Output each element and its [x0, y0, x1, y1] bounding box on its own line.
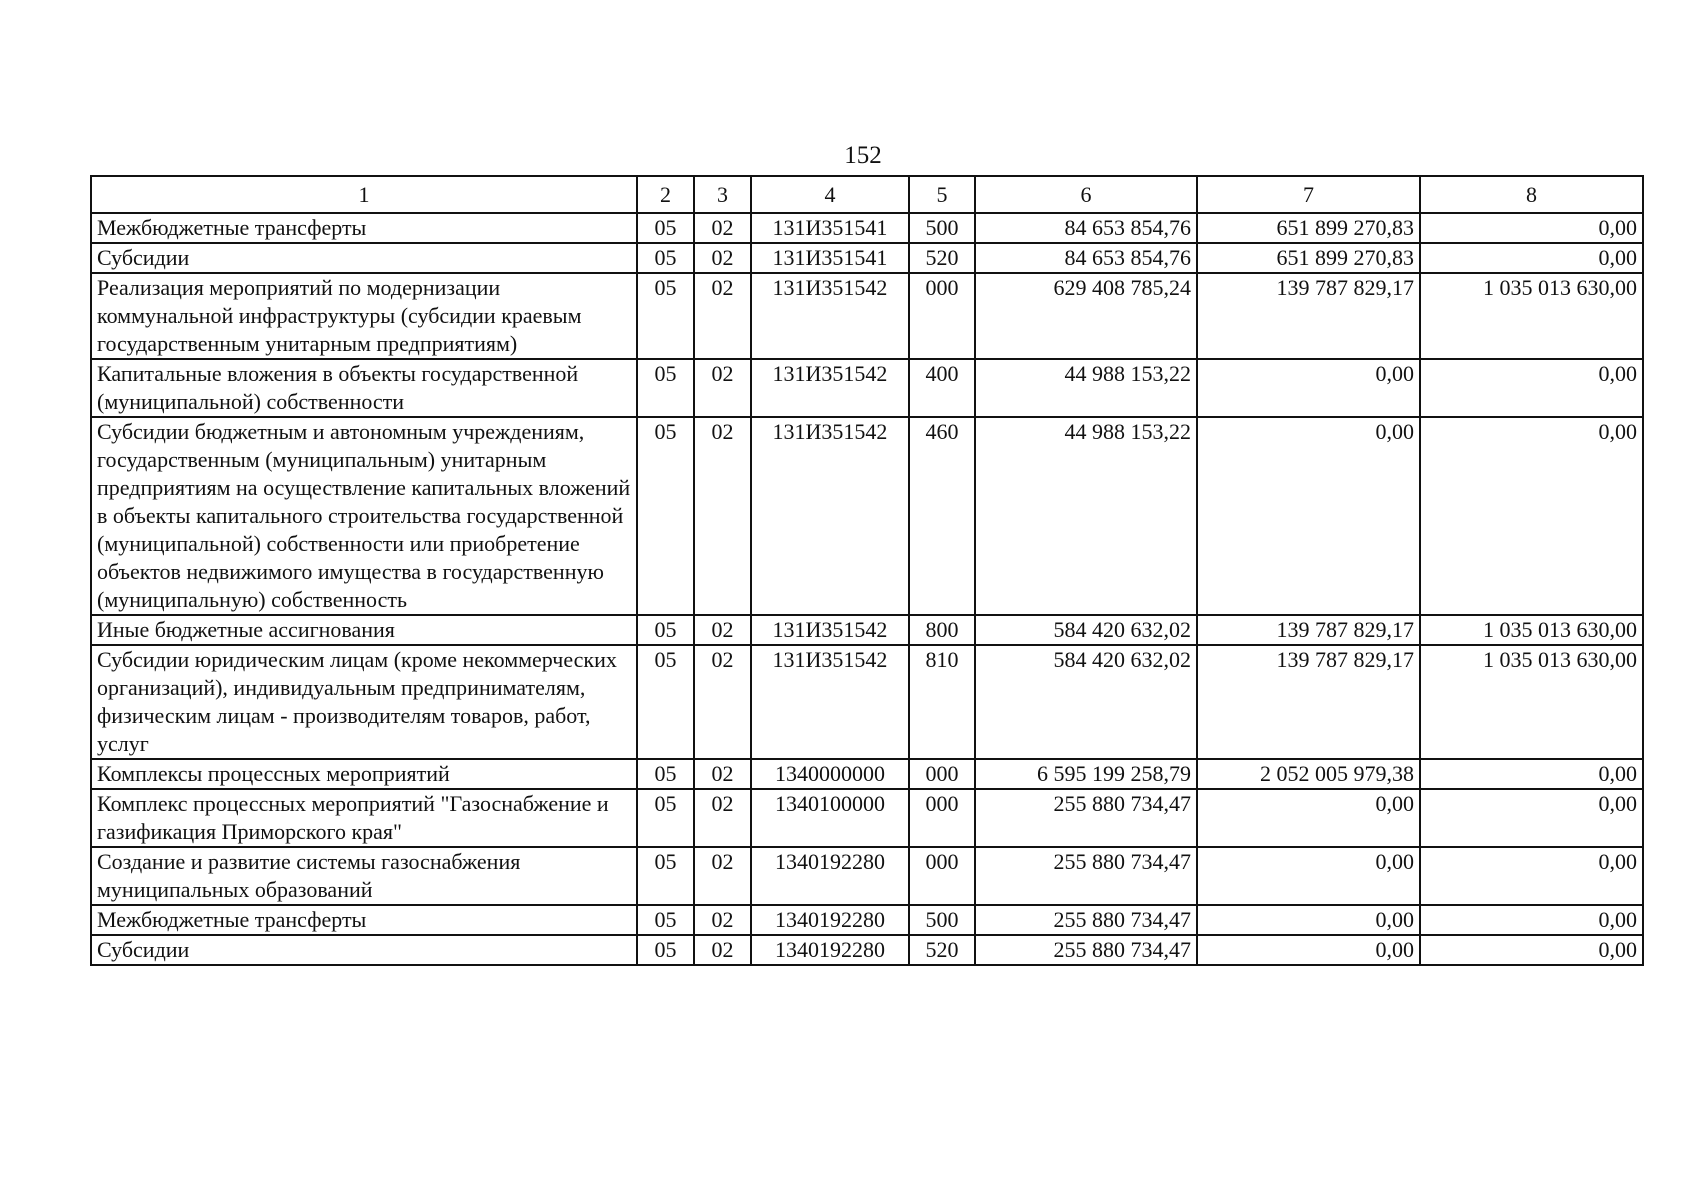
row-name: Комплекс процессных мероприятий "Газоснабжение и газификация Приморского края": [91, 789, 637, 847]
target-article-code: 131И351542: [751, 615, 909, 645]
row-name: Капитальные вложения в объекты государственной (муниципальной) собственности: [91, 359, 637, 417]
amount-col7: 651 899 270,83: [1197, 243, 1420, 273]
subsection-code: 02: [694, 417, 751, 615]
expense-type-code: 000: [909, 847, 975, 905]
expense-type-code: 520: [909, 935, 975, 965]
row-name: Реализация мероприятий по модернизации коммунальной инфраструктуры (субсидии краевым государственным унитарным предприятиям): [91, 273, 637, 359]
expense-type-code: 000: [909, 273, 975, 359]
subsection-code: 02: [694, 615, 751, 645]
section-code: 05: [637, 213, 694, 243]
amount-col8: 0,00: [1420, 935, 1643, 965]
table-row: [91, 789, 1643, 847]
amount-col7: 139 787 829,17: [1197, 273, 1420, 359]
row-name: Создание и развитие системы газоснабжения муниципальных образований: [91, 847, 637, 905]
amount-col8: 1 035 013 630,00: [1420, 615, 1643, 645]
target-article-code: 131И351541: [751, 213, 909, 243]
column-header: 2: [637, 176, 694, 213]
expense-type-code: 500: [909, 213, 975, 243]
amount-col7: 651 899 270,83: [1197, 213, 1420, 243]
section-code: 05: [637, 273, 694, 359]
row-name: Межбюджетные трансферты: [91, 905, 637, 935]
target-article-code: 131И351542: [751, 645, 909, 759]
amount-col6: 255 880 734,47: [975, 905, 1197, 935]
section-code: 05: [637, 905, 694, 935]
target-article-code: 131И351541: [751, 243, 909, 273]
row-name: Субсидии юридическим лицам (кроме некоммерческих организаций), индивидуальным предпринимателям, физическим лицам - производителям товаров, работ, услуг: [91, 645, 637, 759]
expense-type-code: 810: [909, 645, 975, 759]
target-article-code: 131И351542: [751, 273, 909, 359]
table-row: [91, 645, 1643, 759]
expense-type-code: 500: [909, 905, 975, 935]
amount-col8: 1 035 013 630,00: [1420, 273, 1643, 359]
amount-col8: 0,00: [1420, 905, 1643, 935]
amount-col6: 44 988 153,22: [975, 417, 1197, 615]
table-row: [91, 417, 1643, 615]
amount-col8: 1 035 013 630,00: [1420, 645, 1643, 759]
table-row: [91, 273, 1643, 359]
page-number: 152: [844, 142, 882, 169]
section-code: 05: [637, 615, 694, 645]
amount-col7: 0,00: [1197, 359, 1420, 417]
expense-type-code: 800: [909, 615, 975, 645]
target-article-code: 1340000000: [751, 759, 909, 789]
subsection-code: 02: [694, 359, 751, 417]
subsection-code: 02: [694, 645, 751, 759]
expense-type-code: 000: [909, 789, 975, 847]
amount-col8: 0,00: [1420, 417, 1643, 615]
table-row: [91, 243, 1643, 273]
amount-col6: 6 595 199 258,79: [975, 759, 1197, 789]
column-header: 4: [751, 176, 909, 213]
section-code: 05: [637, 847, 694, 905]
amount-col8: 0,00: [1420, 789, 1643, 847]
amount-col7: 2 052 005 979,38: [1197, 759, 1420, 789]
column-header: 5: [909, 176, 975, 213]
subsection-code: 02: [694, 213, 751, 243]
column-header: 3: [694, 176, 751, 213]
amount-col7: 139 787 829,17: [1197, 615, 1420, 645]
row-name: Субсидии: [91, 243, 637, 273]
amount-col7: 0,00: [1197, 789, 1420, 847]
table-row: [91, 359, 1643, 417]
section-code: 05: [637, 243, 694, 273]
subsection-code: 02: [694, 935, 751, 965]
target-article-code: 1340192280: [751, 847, 909, 905]
target-article-code: 1340192280: [751, 935, 909, 965]
amount-col7: 0,00: [1197, 905, 1420, 935]
subsection-code: 02: [694, 847, 751, 905]
amount-col6: 84 653 854,76: [975, 213, 1197, 243]
amount-col8: 0,00: [1420, 847, 1643, 905]
table-row: [91, 213, 1643, 243]
amount-col7: 0,00: [1197, 935, 1420, 965]
target-article-code: 1340100000: [751, 789, 909, 847]
column-header: 7: [1197, 176, 1420, 213]
section-code: 05: [637, 359, 694, 417]
column-header: 6: [975, 176, 1197, 213]
target-article-code: 131И351542: [751, 359, 909, 417]
subsection-code: 02: [694, 905, 751, 935]
header-row: [91, 176, 1643, 213]
amount-col8: 0,00: [1420, 759, 1643, 789]
expense-type-code: 000: [909, 759, 975, 789]
target-article-code: 131И351542: [751, 417, 909, 615]
amount-col6: 584 420 632,02: [975, 615, 1197, 645]
column-header: 1: [91, 176, 637, 213]
table-row: [91, 935, 1643, 965]
table-row: [91, 905, 1643, 935]
subsection-code: 02: [694, 789, 751, 847]
expense-type-code: 460: [909, 417, 975, 615]
target-article-code: 1340192280: [751, 905, 909, 935]
amount-col6: 84 653 854,76: [975, 243, 1197, 273]
section-code: 05: [637, 417, 694, 615]
amount-col8: 0,00: [1420, 213, 1643, 243]
expense-type-code: 400: [909, 359, 975, 417]
subsection-code: 02: [694, 759, 751, 789]
amount-col6: 255 880 734,47: [975, 935, 1197, 965]
row-name: Субсидии бюджетным и автономным учреждениям, государственным (муниципальным) унитарным предприятиям на осуществление капитальных вложений в объекты капитального строительства государственной (муниципальной) собственности или приобретение объектов недвижимого имущества в государственную (муниципальную) собственность: [91, 417, 637, 615]
row-name: Комплексы процессных мероприятий: [91, 759, 637, 789]
amount-col6: 255 880 734,47: [975, 847, 1197, 905]
subsection-code: 02: [694, 243, 751, 273]
amount-col7: 0,00: [1197, 847, 1420, 905]
amount-col6: 629 408 785,24: [975, 273, 1197, 359]
amount-col7: 0,00: [1197, 417, 1420, 615]
amount-col6: 584 420 632,02: [975, 645, 1197, 759]
amount-col8: 0,00: [1420, 359, 1643, 417]
row-name: Иные бюджетные ассигнования: [91, 615, 637, 645]
section-code: 05: [637, 759, 694, 789]
budget-table: [90, 175, 1644, 966]
amount-col6: 255 880 734,47: [975, 789, 1197, 847]
section-code: 05: [637, 789, 694, 847]
amount-col8: 0,00: [1420, 243, 1643, 273]
subsection-code: 02: [694, 273, 751, 359]
section-code: 05: [637, 935, 694, 965]
table-row: [91, 847, 1643, 905]
column-header: 8: [1420, 176, 1643, 213]
amount-col6: 44 988 153,22: [975, 359, 1197, 417]
amount-col7: 139 787 829,17: [1197, 645, 1420, 759]
table-row: [91, 615, 1643, 645]
expense-type-code: 520: [909, 243, 975, 273]
section-code: 05: [637, 645, 694, 759]
row-name: Субсидии: [91, 935, 637, 965]
table-row: [91, 759, 1643, 789]
row-name: Межбюджетные трансферты: [91, 213, 637, 243]
